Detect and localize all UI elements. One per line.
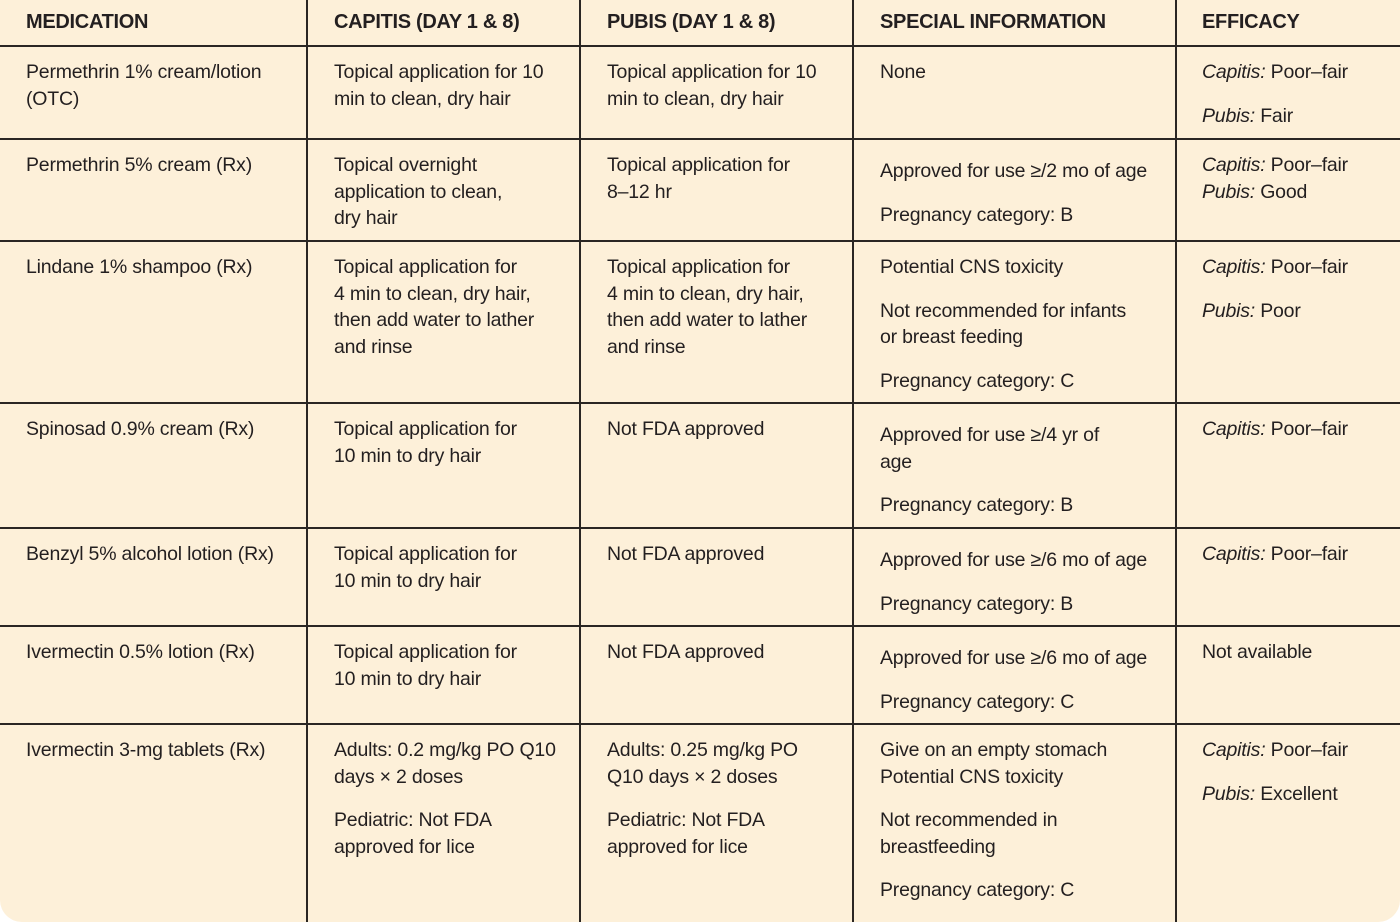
cell-paragraph bbox=[334, 737, 569, 790]
capitis-cell bbox=[306, 140, 579, 240]
cell-paragraph bbox=[880, 158, 1165, 185]
header-efficacy: EFFICACY bbox=[1175, 0, 1400, 45]
table-row bbox=[0, 627, 1400, 725]
cell-text-line: Permethrin 5% cream (Rx) bbox=[26, 154, 253, 176]
cell-paragraph bbox=[880, 807, 1165, 860]
capitis-cell bbox=[306, 529, 579, 625]
cell-paragraph bbox=[880, 547, 1165, 574]
special-information-cell bbox=[852, 140, 1175, 240]
cell-text-line: breastfeeding bbox=[880, 835, 996, 858]
cell-text-line: Pediatric: Not FDA bbox=[607, 809, 765, 831]
efficacy-site-label: Pubis: bbox=[1202, 104, 1255, 127]
cell-text-line: Q10 days × 2 doses bbox=[607, 765, 778, 788]
cell-text-line: Pediatric: Not FDA bbox=[334, 809, 492, 831]
cell-text-line: Not recommended for infants bbox=[880, 299, 1127, 322]
header-capitis: CAPITIS (DAY 1 & 8) bbox=[306, 0, 579, 45]
capitis-cell bbox=[306, 242, 579, 402]
special-information-cell bbox=[852, 627, 1175, 723]
cell-text-line: Adults: 0.2 mg/kg PO Q10 bbox=[334, 739, 556, 761]
special-information-cell bbox=[852, 242, 1175, 402]
medication-cell bbox=[0, 529, 306, 625]
cell-text-line: Not recommended in bbox=[880, 809, 1058, 831]
cell-text-line: Approved for use ≥/6 mo of age bbox=[880, 549, 1148, 571]
cell-text-line: Lindane 1% shampoo (Rx) bbox=[26, 256, 253, 278]
cell-text-line: min to clean, dry hair bbox=[607, 87, 784, 110]
efficacy-entry bbox=[1202, 254, 1390, 281]
cell-text-line: 8–12 hr bbox=[607, 180, 672, 203]
cell-text-line: Pregnancy category: C bbox=[880, 690, 1075, 713]
cell-text-line: age bbox=[880, 450, 912, 473]
cell-text-line: (OTC) bbox=[26, 87, 80, 110]
cell-text-line: Topical application for bbox=[334, 543, 517, 565]
medication-cell bbox=[0, 242, 306, 402]
cell-text-line: and rinse bbox=[607, 335, 686, 358]
efficacy-site-label: Pubis: bbox=[1202, 782, 1255, 805]
cell-text-line: Spinosad 0.9% cream (Rx) bbox=[26, 418, 255, 440]
pubis-cell bbox=[579, 404, 852, 527]
cell-paragraph bbox=[607, 737, 842, 790]
efficacy-entry bbox=[1202, 152, 1390, 179]
cell-text-line: Topical application for bbox=[334, 418, 517, 440]
table-row bbox=[0, 404, 1400, 529]
cell-text-line: 10 min to dry hair bbox=[334, 667, 482, 690]
cell-text-line: Give on an empty stomach bbox=[880, 739, 1108, 761]
cell-text-line: days × 2 doses bbox=[334, 765, 463, 788]
efficacy-cell bbox=[1175, 529, 1400, 625]
cell-text-line: Benzyl 5% alcohol lotion (Rx) bbox=[26, 543, 274, 565]
efficacy-site-label: Capitis: bbox=[1202, 418, 1266, 440]
cell-text-line: None bbox=[880, 61, 926, 83]
efficacy-entry bbox=[1202, 179, 1390, 206]
cell-paragraph bbox=[334, 807, 569, 860]
table-row bbox=[0, 725, 1400, 922]
cell-text-line: Topical application for 10 bbox=[607, 61, 817, 83]
cell-text-line: and rinse bbox=[334, 335, 413, 358]
efficacy-entry bbox=[1202, 416, 1390, 443]
capitis-cell bbox=[306, 47, 579, 138]
efficacy-rating: Excellent bbox=[1255, 782, 1338, 805]
cell-text-line: Approved for use ≥/2 mo of age bbox=[880, 160, 1148, 182]
efficacy-entry bbox=[1202, 781, 1390, 808]
efficacy-rating: Poor bbox=[1255, 299, 1301, 322]
cell-text-line: Not FDA approved bbox=[607, 641, 765, 663]
efficacy-entry bbox=[1202, 541, 1390, 568]
medication-cell bbox=[0, 404, 306, 527]
table-row bbox=[0, 529, 1400, 627]
efficacy-rating: Poor–fair bbox=[1265, 256, 1348, 278]
cell-text-line: dry hair bbox=[334, 207, 398, 229]
efficacy-site-label: Pubis: bbox=[1202, 180, 1255, 203]
efficacy-rating: Poor–fair bbox=[1265, 418, 1348, 440]
cell-text-line: Topical application for bbox=[607, 154, 790, 176]
cell-paragraph bbox=[880, 59, 1165, 86]
pubis-cell bbox=[579, 140, 852, 240]
medication-cell bbox=[0, 627, 306, 723]
efficacy-cell bbox=[1175, 242, 1400, 402]
cell-text-line: 4 min to clean, dry hair, bbox=[607, 282, 804, 305]
cell-text-line: Pregnancy category: B bbox=[880, 203, 1074, 226]
efficacy-entry bbox=[1202, 59, 1390, 86]
medication-cell bbox=[0, 725, 306, 922]
efficacy-rating: Poor–fair bbox=[1265, 739, 1348, 761]
cell-text-line: Topical application for bbox=[334, 641, 517, 663]
cell-text-line: 4 min to clean, dry hair, bbox=[334, 282, 531, 305]
efficacy-rating: Poor–fair bbox=[1265, 543, 1348, 565]
efficacy-rating: Not available bbox=[1202, 641, 1313, 663]
cell-text-line: 10 min to dry hair bbox=[334, 569, 482, 592]
cell-paragraph bbox=[880, 254, 1165, 281]
header-special-information: SPECIAL INFORMATION bbox=[852, 0, 1175, 45]
efficacy-site-label: Capitis: bbox=[1202, 739, 1266, 761]
header-pubis: PUBIS (DAY 1 & 8) bbox=[579, 0, 852, 45]
efficacy-entry bbox=[1202, 298, 1390, 325]
cell-paragraph bbox=[880, 645, 1165, 672]
cell-text-line: Topical application for bbox=[607, 256, 790, 278]
table-row bbox=[0, 47, 1400, 140]
cell-text-line: min to clean, dry hair bbox=[334, 87, 511, 110]
efficacy-rating: Good bbox=[1255, 180, 1308, 203]
special-information-cell bbox=[852, 47, 1175, 138]
cell-text-line: approved for lice bbox=[607, 835, 748, 858]
cell-text-line: Not FDA approved bbox=[607, 418, 765, 440]
cell-paragraph bbox=[880, 202, 1165, 229]
pubis-cell bbox=[579, 47, 852, 138]
cell-text-line: Ivermectin 3-mg tablets (Rx) bbox=[26, 739, 266, 761]
cell-text-line: Topical application for bbox=[334, 256, 517, 278]
cell-text-line: Adults: 0.25 mg/kg PO bbox=[607, 739, 798, 761]
cell-text-line: Potential CNS toxicity bbox=[880, 256, 1064, 278]
pubis-cell bbox=[579, 529, 852, 625]
efficacy-entry bbox=[1202, 737, 1390, 764]
cell-text-line: Topical overnight bbox=[334, 154, 477, 176]
efficacy-rating: Poor–fair bbox=[1265, 61, 1348, 83]
cell-paragraph bbox=[880, 492, 1165, 519]
capitis-cell bbox=[306, 725, 579, 922]
efficacy-rating: Fair bbox=[1255, 104, 1294, 127]
medication-cell bbox=[0, 47, 306, 138]
table-row bbox=[0, 140, 1400, 242]
cell-text-line: 10 min to dry hair bbox=[334, 444, 482, 467]
efficacy-site-label: Capitis: bbox=[1202, 61, 1266, 83]
cell-paragraph bbox=[880, 422, 1165, 475]
cell-text-line: Approved for use ≥/6 mo of age bbox=[880, 647, 1148, 669]
capitis-cell bbox=[306, 627, 579, 723]
cell-text-line: Permethrin 1% cream/lotion bbox=[26, 61, 262, 83]
header-medication: MEDICATION bbox=[26, 11, 149, 33]
special-information-cell bbox=[852, 725, 1175, 922]
header-row bbox=[0, 0, 1400, 47]
cell-text-line: Potential CNS toxicity bbox=[880, 765, 1064, 788]
cell-text-line: then add water to lather bbox=[334, 309, 535, 331]
cell-text-line: Not FDA approved bbox=[607, 543, 765, 565]
special-information-cell bbox=[852, 529, 1175, 625]
cell-text-line: Ivermectin 0.5% lotion (Rx) bbox=[26, 641, 255, 663]
efficacy-entry bbox=[1202, 103, 1390, 130]
efficacy-site-label: Capitis: bbox=[1202, 543, 1266, 565]
cell-text-line: Topical application for 10 bbox=[334, 61, 544, 83]
special-information-cell bbox=[852, 404, 1175, 527]
table-row bbox=[0, 242, 1400, 404]
cell-text-line: Approved for use ≥/4 yr of bbox=[880, 424, 1100, 446]
efficacy-cell bbox=[1175, 627, 1400, 723]
cell-paragraph bbox=[880, 591, 1165, 618]
cell-text-line: then add water to lather bbox=[607, 309, 808, 331]
cell-text-line: Pregnancy category: B bbox=[880, 592, 1074, 615]
cell-text-line: Pregnancy category: B bbox=[880, 494, 1074, 516]
cell-paragraph bbox=[880, 877, 1165, 904]
efficacy-cell bbox=[1175, 140, 1400, 240]
cell-text-line: or breast feeding bbox=[880, 326, 1023, 348]
cell-text-line: Pregnancy category: C bbox=[880, 369, 1075, 392]
efficacy-site-label: Capitis: bbox=[1202, 256, 1266, 278]
cell-text-line: Pregnancy category: C bbox=[880, 879, 1075, 901]
efficacy-site-label: Capitis: bbox=[1202, 154, 1266, 176]
pubis-cell bbox=[579, 627, 852, 723]
capitis-cell bbox=[306, 404, 579, 527]
cell-paragraph bbox=[880, 368, 1165, 395]
cell-text-line: application to clean, bbox=[334, 180, 503, 203]
efficacy-cell bbox=[1175, 404, 1400, 527]
efficacy-site-label: Pubis: bbox=[1202, 299, 1255, 322]
pubis-cell bbox=[579, 725, 852, 922]
efficacy-entry bbox=[1202, 639, 1390, 666]
efficacy-cell bbox=[1175, 725, 1400, 922]
cell-paragraph bbox=[880, 737, 1165, 790]
cell-paragraph bbox=[607, 807, 842, 860]
cell-text-line: approved for lice bbox=[334, 835, 475, 858]
efficacy-cell bbox=[1175, 47, 1400, 138]
medication-cell bbox=[0, 140, 306, 240]
cell-paragraph bbox=[880, 689, 1165, 716]
pubis-cell bbox=[579, 242, 852, 402]
efficacy-rating: Poor–fair bbox=[1265, 154, 1348, 176]
cell-paragraph bbox=[880, 298, 1165, 351]
